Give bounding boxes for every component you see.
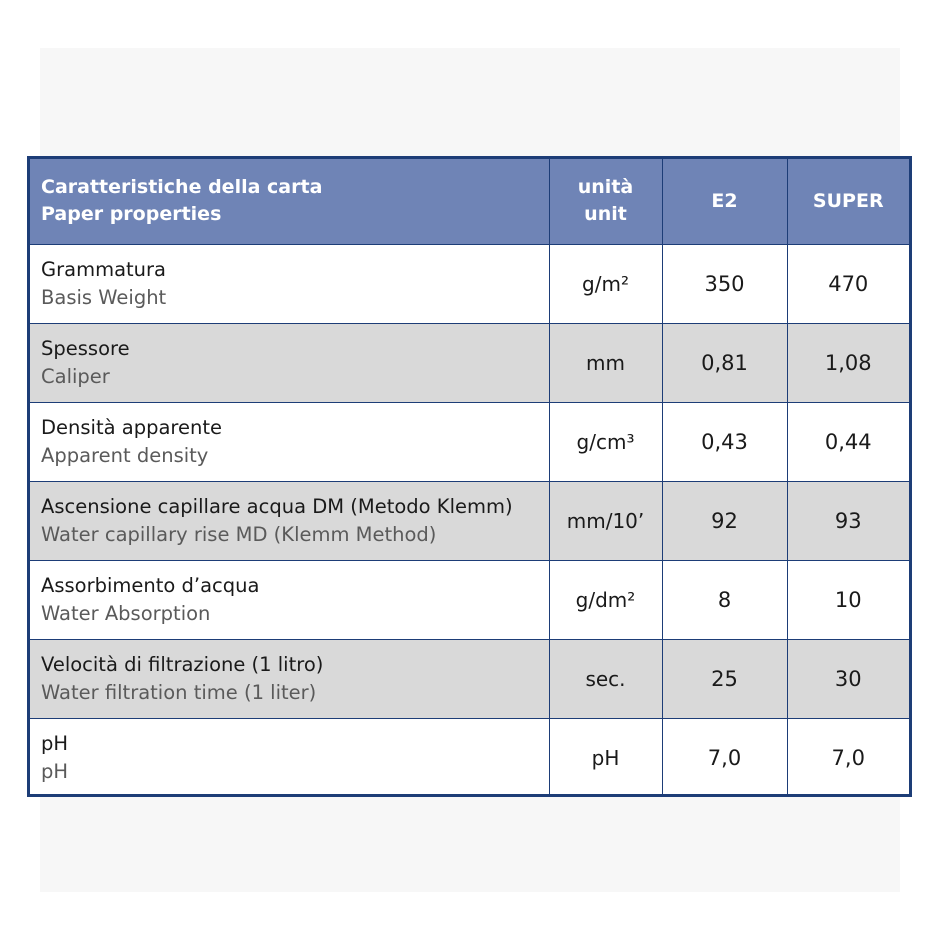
- header-e2: E2: [662, 159, 787, 244]
- table-row: [30, 481, 909, 560]
- header-property: [30, 159, 549, 244]
- header-super: SUPER: [787, 159, 909, 244]
- e2-value-cell: 0,81: [662, 323, 787, 402]
- super-value-cell: 10: [787, 560, 909, 639]
- property-name-it: Spessore: [41, 336, 130, 360]
- super-value-cell: 470: [787, 244, 909, 323]
- property-name-cell: [30, 639, 549, 718]
- e2-value-cell: 0,43: [662, 402, 787, 481]
- header-unit: [549, 159, 662, 244]
- e2-value-cell: 7,0: [662, 718, 787, 797]
- unit-cell: g/cm³: [549, 402, 662, 481]
- header-unit-en: unit: [584, 203, 627, 226]
- super-value-cell: 7,0: [787, 718, 909, 797]
- table-row: [30, 560, 909, 639]
- paper-properties-table: [30, 159, 909, 797]
- header-unit-it: unità: [577, 176, 634, 199]
- property-name-en: Water Absorption: [41, 601, 211, 625]
- property-name-cell: [30, 323, 549, 402]
- unit-cell: g/m²: [549, 244, 662, 323]
- property-name-it: Densità apparente: [41, 415, 222, 439]
- e2-value-cell: 25: [662, 639, 787, 718]
- header-property-it: Caratteristiche della carta: [41, 176, 323, 199]
- property-name-cell: [30, 718, 549, 797]
- unit-cell: mm: [549, 323, 662, 402]
- super-value-cell: 30: [787, 639, 909, 718]
- property-name-en: Water capillary rise MD (Klemm Method): [41, 522, 437, 546]
- table-row: [30, 639, 909, 718]
- header-property-en: Paper properties: [41, 203, 222, 226]
- property-name-en: Water filtration time (1 liter): [41, 680, 317, 704]
- e2-value-cell: 92: [662, 481, 787, 560]
- super-value-cell: 1,08: [787, 323, 909, 402]
- property-name-cell: [30, 244, 549, 323]
- property-name-en: Basis Weight: [41, 285, 167, 309]
- table-row: [30, 244, 909, 323]
- property-name-it: Grammatura: [41, 257, 166, 281]
- super-value-cell: 93: [787, 481, 909, 560]
- property-name-cell: [30, 560, 549, 639]
- unit-cell: pH: [549, 718, 662, 797]
- table-header-row: [30, 159, 909, 244]
- unit-cell: g/dm²: [549, 560, 662, 639]
- property-name-it: Velocità di filtrazione (1 litro): [41, 652, 324, 676]
- property-name-it: Ascensione capillare acqua DM (Metodo Klemm): [41, 494, 513, 518]
- property-name-it: pH: [41, 731, 69, 755]
- table-row: [30, 323, 909, 402]
- unit-cell: sec.: [549, 639, 662, 718]
- property-name-it: Assorbimento d’acqua: [41, 573, 260, 597]
- property-name-en: pH: [41, 759, 69, 783]
- table-row: [30, 402, 909, 481]
- property-name-cell: [30, 481, 549, 560]
- unit-cell: mm/10’: [549, 481, 662, 560]
- table-row: [30, 718, 909, 797]
- e2-value-cell: 8: [662, 560, 787, 639]
- property-name-en: Apparent density: [41, 443, 209, 467]
- super-value-cell: 0,44: [787, 402, 909, 481]
- paper-properties-table-frame: [27, 156, 912, 797]
- property-name-cell: [30, 402, 549, 481]
- e2-value-cell: 350: [662, 244, 787, 323]
- property-name-en: Caliper: [41, 364, 110, 388]
